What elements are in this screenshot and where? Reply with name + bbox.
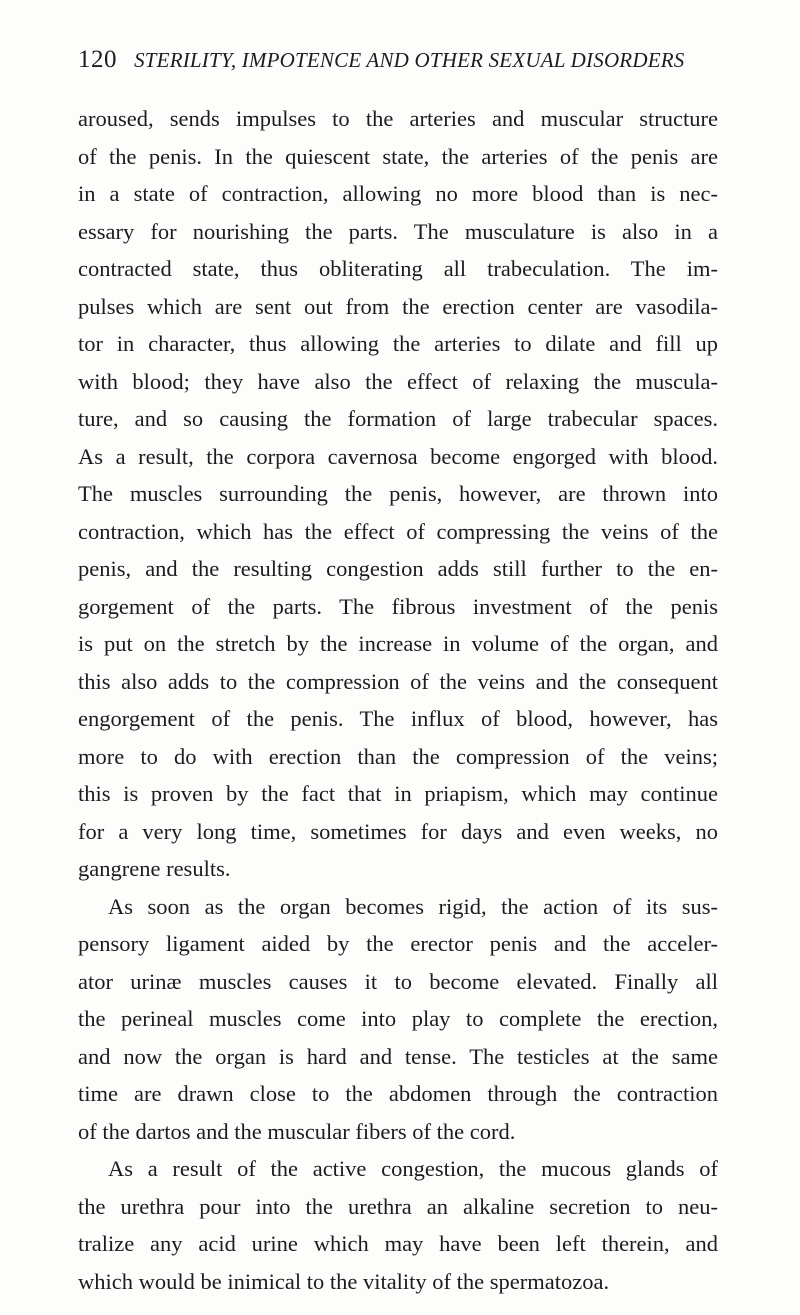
text-line: tralize any acid urine which may have been left therein, and [78,1231,718,1256]
text-line: essary for nourishing the parts. The musculature is also in a [78,218,718,244]
text-line: this is proven by the fact that in priapism, which may continue [78,781,718,806]
text-line: which would be inimical to the vitality of the spermatozoa. [78,1268,610,1294]
text-line: of the dartos and the muscular fibers of the cord. [78,1118,516,1144]
text-line: more to do with erection than the compression of the veins; [78,743,718,769]
text-line: gangrene results. [78,856,231,881]
text-line: engorgement of the penis. The influx of blood, however, has [78,706,718,731]
text-line: As soon as the organ becomes rigid, the action of its sus- [108,893,718,919]
text-line: the urethra pour into the urethra an alkaline secretion to neu- [78,1193,718,1219]
text-line: in a state of contraction, allowing no more blood than is nec- [78,181,718,206]
text-line: pulses which are sent out from the erection center are vasodila- [78,293,718,319]
text-line: contraction, which has the effect of compressing the veins of the [78,518,718,544]
text-line: As a result of the active congestion, the mucous glands of [108,1156,718,1181]
paragraph [78,1150,718,1300]
text-line: penis, and the resulting congestion adds still further to the en- [78,556,718,581]
text-line: aroused, sends impulses to the arteries and muscular structure [78,106,718,131]
page-number: 120 [78,46,117,73]
text-line: this also adds to the compression of the veins and the consequent [78,668,718,694]
text-line: The muscles surrounding the penis, however, are thrown into [78,481,718,506]
running-title: STERILITY, IMPOTENCE AND OTHER SEXUAL DISORDERS [134,48,685,72]
text-line: tor in character, thus allowing the arteries to dilate and fill up [78,331,718,356]
text-line: the perineal muscles come into play to complete the erection, [78,1006,718,1031]
text-line: contracted state, thus obliterating all trabeculation. The im- [78,256,718,281]
text-line: gorgement of the parts. The fibrous investment of the penis [78,593,718,619]
body-text [78,100,718,1300]
text-line: As a result, the corpora cavernosa become engorged with blood. [78,443,718,469]
text-line: time are drawn close to the abdomen through the contraction [78,1081,718,1106]
text-line: pensory ligament aided by the erector penis and the acceler- [78,931,718,956]
paragraph [78,100,718,888]
text-line: and now the organ is hard and tense. The testicles at the same [78,1043,718,1069]
text-line: for a very long time, sometimes for days and even weeks, no [78,818,718,844]
text-line: is put on the stretch by the increase in volume of the organ, and [78,631,718,656]
running-head [78,46,718,80]
text-line: ture, and so causing the formation of large trabecular spaces. [78,406,718,431]
paragraph [78,888,718,1151]
text-line: of the penis. In the quiescent state, the arteries of the penis are [78,143,718,169]
text-line: ator urinæ muscles causes it to become elevated. Finally all [78,968,718,994]
text-line: with blood; they have also the effect of relaxing the muscula- [78,368,718,394]
